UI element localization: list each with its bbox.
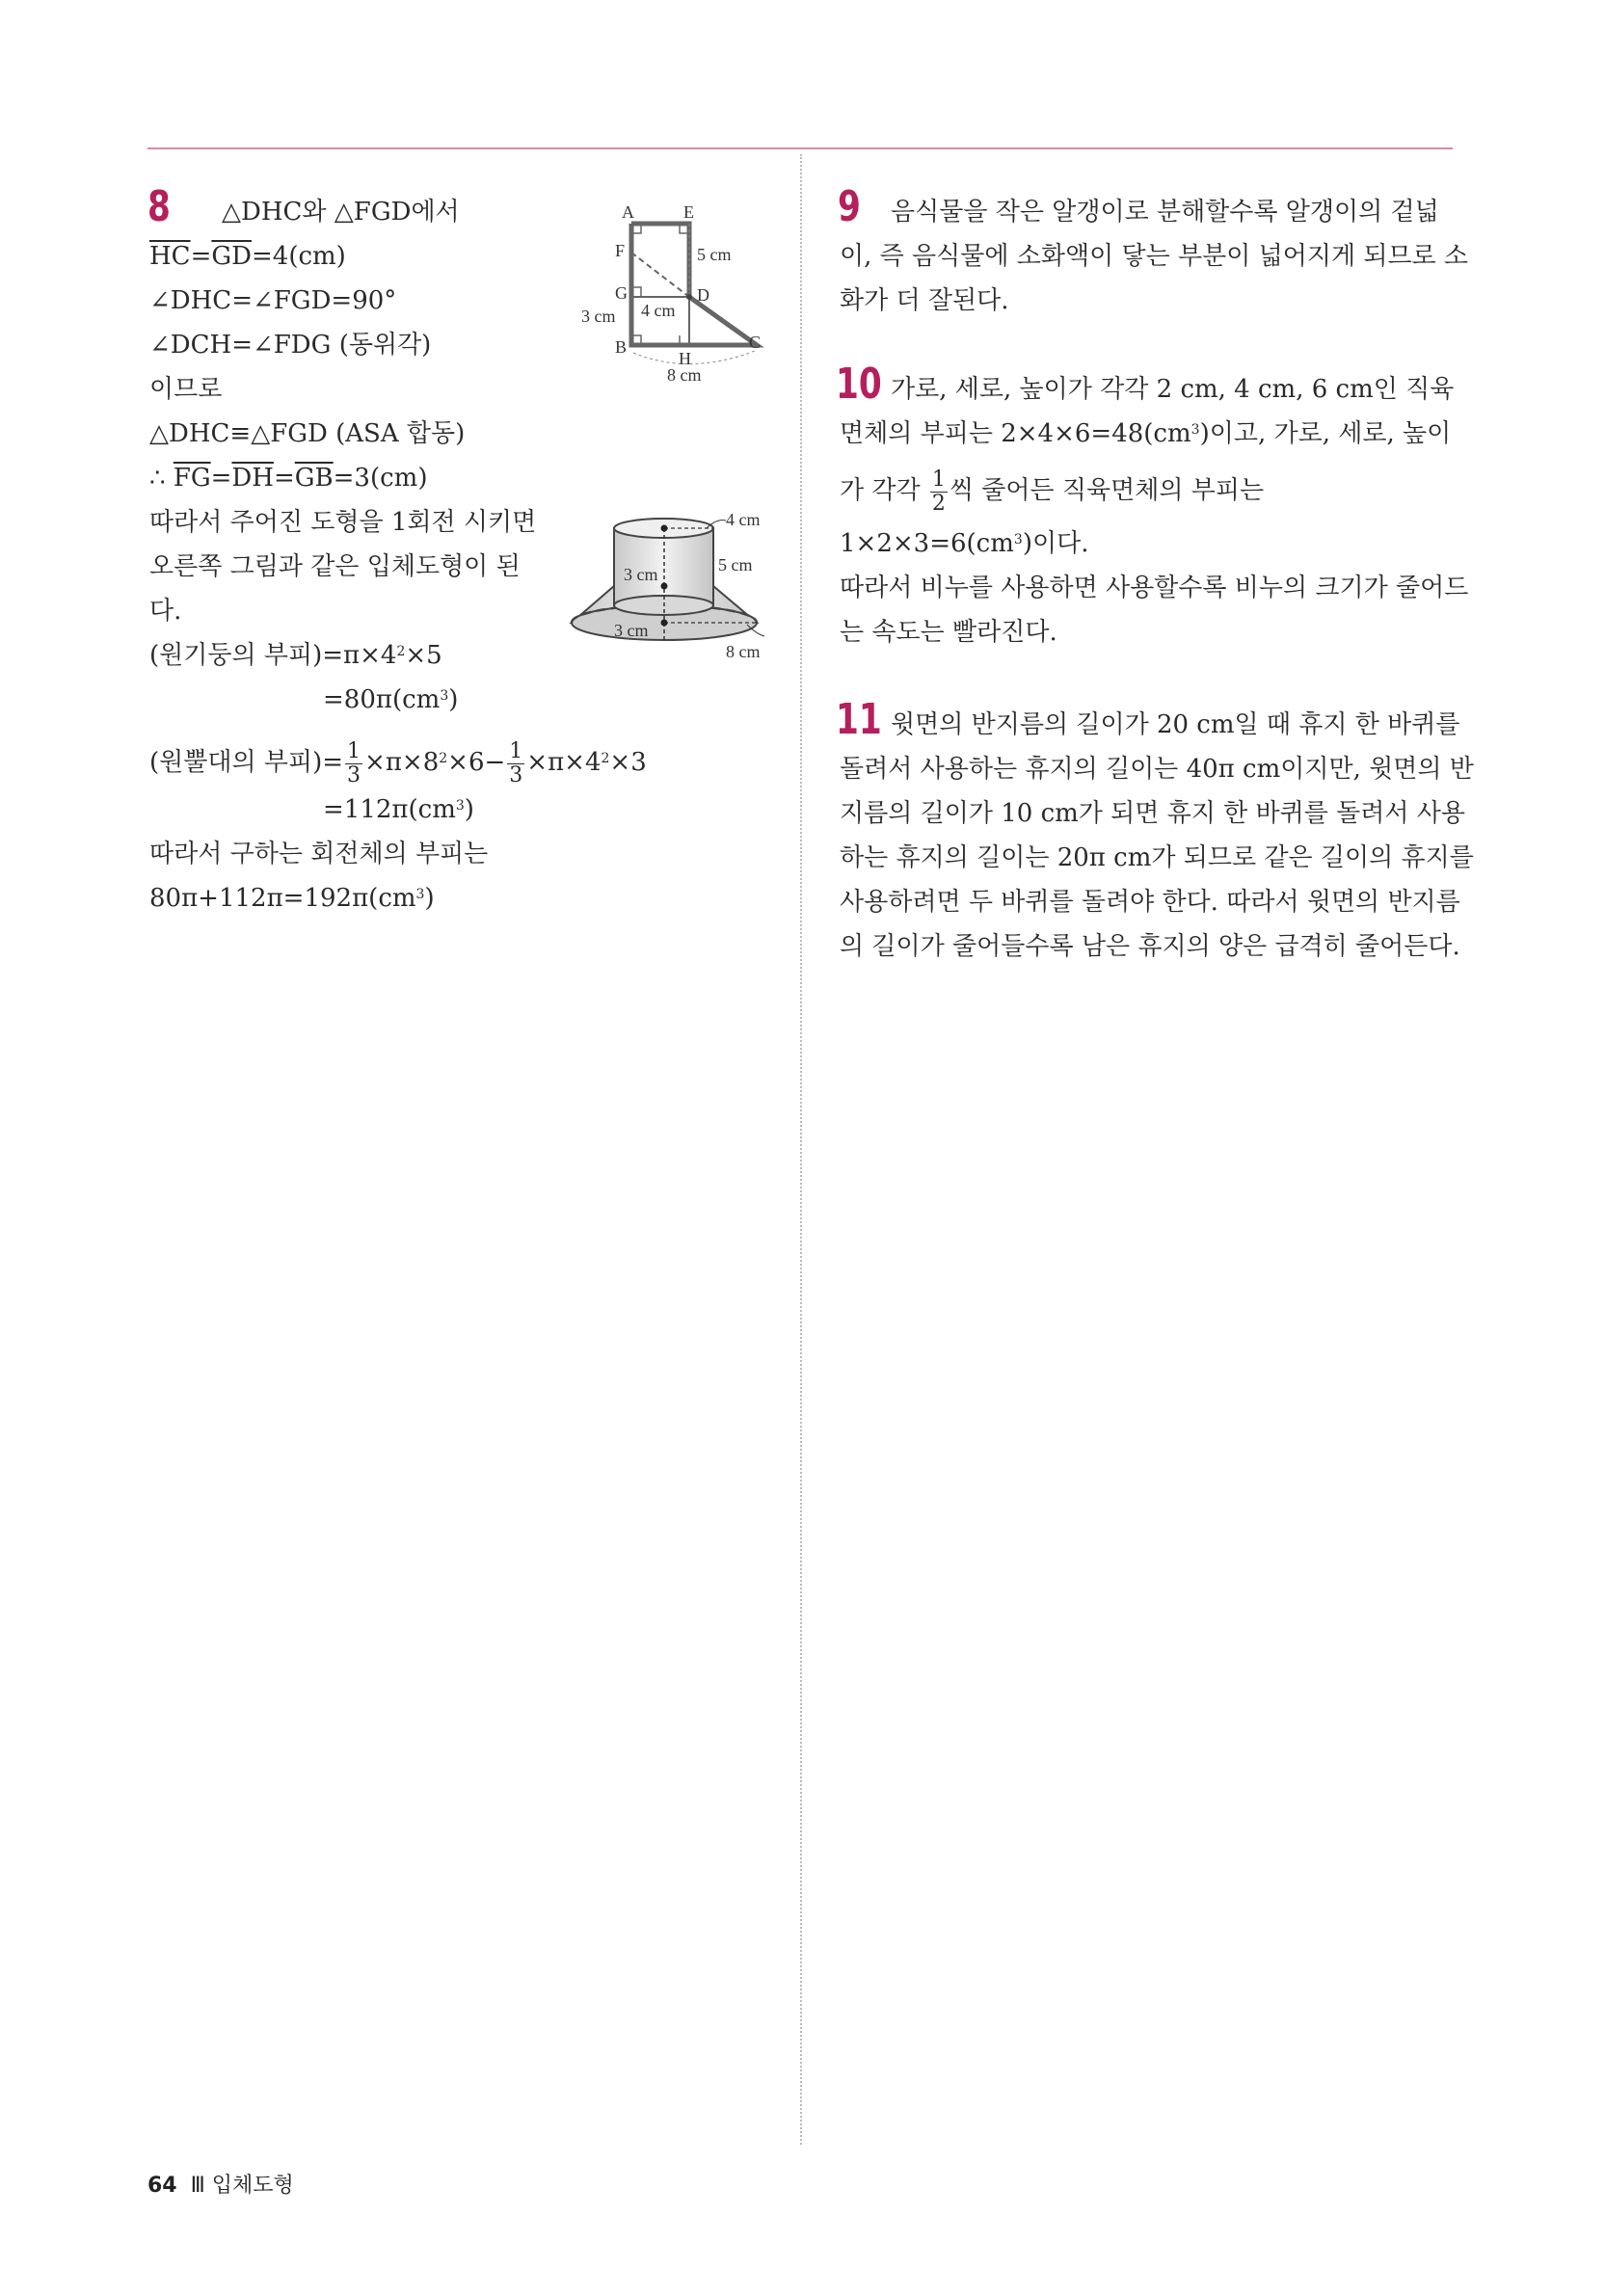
- problem-number: 8: [147, 182, 171, 231]
- label-D: D: [697, 285, 709, 305]
- page-number: 64: [147, 2174, 177, 2198]
- page-footer: [147, 2169, 294, 2199]
- label-G: G: [615, 283, 628, 303]
- solution-line: 가 각각 $\frac{1}{2}$ 씩 줄어든 직육면체의 부피는: [840, 467, 1265, 516]
- length-label: 8 cm: [726, 642, 761, 661]
- solution-line: ∠DHC=∠FGD=90°: [149, 286, 397, 315]
- length-label: 3 cm: [624, 565, 658, 584]
- solution-line: $\overline{HC}=\overline{GD}=4(cm)$: [149, 242, 346, 271]
- length-label: 8 cm: [667, 365, 702, 385]
- solution-line: 는 속도는 빨라진다.: [840, 618, 1057, 647]
- solution-line: 돌려서 사용하는 휴지의 길이는 40π cm이지만, 윗면의 반: [840, 755, 1474, 784]
- figure-solid-of-revolution: [564, 509, 786, 673]
- solution-line: 면체의 부피는 $2\times 4\times 6=48(cm^3)$이고, 가로, 세로, 높이: [840, 419, 1452, 448]
- problem-number: 9: [838, 182, 861, 231]
- solution-line: 음식물을 작은 알갱이로 분해할수록 알갱이의 겉넓: [891, 198, 1439, 227]
- chapter-title: Ⅲ 입체도형: [190, 2174, 294, 2198]
- solution-line: ∠DCH=∠FDG (동위각): [149, 331, 432, 360]
- length-label: 4 cm: [641, 301, 676, 320]
- solution-line: $80\pi+112\pi=192\pi(cm^3)$: [149, 884, 435, 913]
- label-H: H: [679, 349, 691, 368]
- solution-line: 하는 휴지의 길이는 20π cm가 되므로 같은 길이의 휴지를: [840, 843, 1474, 872]
- header-rule: [147, 147, 1453, 149]
- solution-line: 윗면의 반지름의 길이가 20 cm일 때 휴지 한 바퀴를: [891, 710, 1460, 739]
- solution-line: 다.: [149, 597, 182, 626]
- length-label: 3 cm: [614, 621, 649, 640]
- solution-line: 오른쪽 그림과 같은 입체도형이 된: [149, 552, 521, 581]
- solution-line: 사용하려면 두 바퀴를 돌려야 한다. 따라서 윗면의 반지름: [840, 888, 1460, 917]
- solution-line: 가로, 세로, 높이가 각각 2 cm, 4 cm, 6 cm인 직육: [891, 375, 1455, 404]
- label-F: F: [615, 241, 626, 260]
- problem-number: 10: [836, 360, 882, 409]
- solution-line: $1\times 2\times 3=6(cm^3)$이다.: [840, 529, 1089, 558]
- label-E: E: [683, 202, 694, 222]
- solution-line: 따라서 주어진 도형을 1회전 시키면: [149, 508, 537, 537]
- solution-line: 이므로: [149, 375, 223, 404]
- length-label: 4 cm: [726, 510, 761, 529]
- column-divider: [800, 154, 802, 2145]
- solution-line: 의 길이가 줄어들수록 남은 휴지의 양은 급격히 줄어든다.: [840, 932, 1460, 961]
- solution-line: (원뿔대의 부피)= $\frac{1}{3}$ $\times\pi\times 8^2\times 6-$ $\frac{1}{3}$ $\times\pi\times 4^2\times 3$: [149, 738, 647, 788]
- label-C: C: [749, 333, 762, 352]
- solution-line: △DHC와 △FGD에서: [222, 198, 460, 227]
- solution-line: ∴ $\overline{FG}=\overline{DH}=\overline{GB}=3(cm)$: [149, 464, 428, 493]
- solution-line: 따라서 비누를 사용하면 사용할수록 비누의 크기가 줄어드: [840, 574, 1469, 602]
- length-label: 5 cm: [718, 555, 753, 574]
- solution-line: △DHC≡△FGD (ASA 합동): [149, 419, 466, 448]
- solution-line: 이, 즉 음식물에 소화액이 닿는 부분이 넓어지게 되므로 소: [840, 242, 1469, 271]
- solution-line: $=112\pi(cm^3)$: [323, 795, 474, 824]
- solution-line: 화가 더 잘된다.: [840, 286, 1009, 315]
- label-A: A: [622, 202, 634, 222]
- solution-line: 따라서 구하는 회전체의 부피는: [149, 840, 489, 868]
- problem-number: 11: [836, 695, 882, 744]
- label-B: B: [615, 337, 628, 357]
- solution-line: $=80\pi(cm^3)$: [323, 685, 459, 714]
- solution-line: 지름의 길이가 10 cm가 되면 휴지 한 바퀴를 돌려서 사용: [840, 799, 1466, 828]
- length-label: 3 cm: [581, 307, 616, 326]
- figure-trapezoid: [574, 193, 776, 386]
- solution-line: (원기둥의 부피)$=\pi\times 4^2\times 5$: [149, 641, 442, 670]
- length-label: 5 cm: [697, 245, 732, 264]
